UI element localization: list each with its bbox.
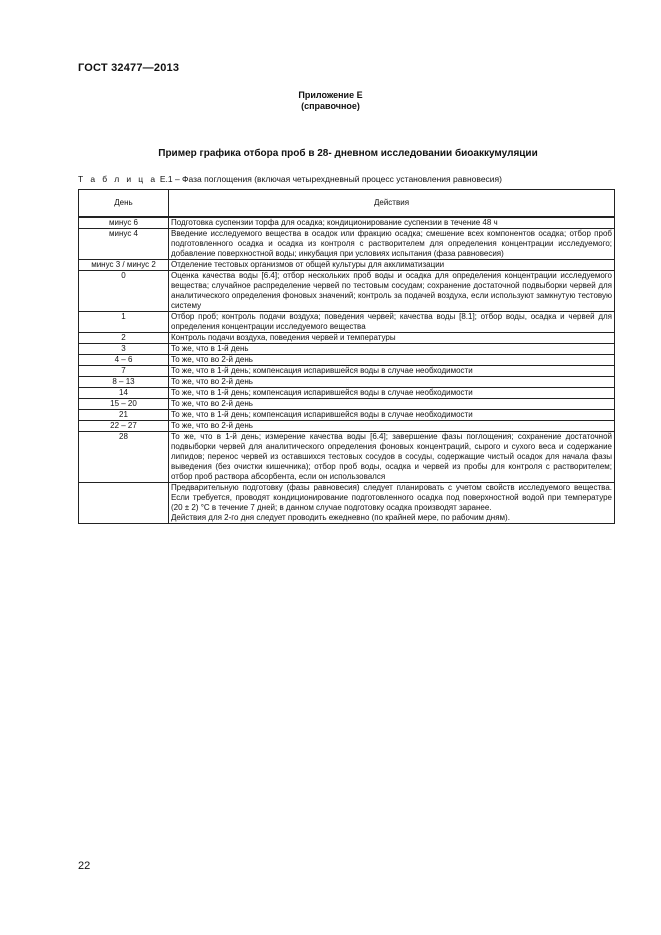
- action-cell: Отбор проб; контроль подачи воздуха; поведения червей; качества воды [8.1]; отбор воды, осадка и червей для определения концентрации исследуемого вещества: [169, 312, 615, 333]
- annex-title: Приложение Е: [298, 90, 363, 100]
- table-row: [79, 366, 615, 377]
- note-paragraph-2: Действия для 2-го дня следует проводить ежедневно (по крайней мере, по рабочим дням).: [171, 513, 510, 522]
- table-row: [79, 344, 615, 355]
- day-cell: 0: [79, 271, 169, 312]
- table-row: [79, 421, 615, 432]
- sampling-schedule-table: [78, 189, 615, 524]
- table-row: [79, 355, 615, 366]
- day-cell: 3: [79, 344, 169, 355]
- day-cell: 8 – 13: [79, 377, 169, 388]
- action-cell: То же, что в 1-й день; компенсация испарившейся воды в случае необходимости: [169, 366, 615, 377]
- day-cell: 21: [79, 410, 169, 421]
- annex-type: (справочное): [301, 101, 360, 111]
- day-cell: 28: [79, 432, 169, 483]
- day-cell: минус 4: [79, 229, 169, 260]
- action-cell: Контроль подачи воздуха, поведения червей и температуры: [169, 333, 615, 344]
- day-cell: 2: [79, 333, 169, 344]
- note-empty-cell: [79, 483, 169, 524]
- table-row: [79, 260, 615, 271]
- table-row: [79, 271, 615, 312]
- action-cell: То же, что в 1-й день; компенсация испарившейся воды в случае необходимости: [169, 388, 615, 399]
- section-title: Пример графика отбора проб в 28- дневном исследовании биоаккумуляции: [158, 148, 538, 159]
- action-cell: То же, что в 1-й день; измерение качества воды [6.4]; завершение фазы поглощения; сохранение достаточной подвыборки червей для аналитического определения фоновых концентраций, сырого и сухого веса и содержание липидов; перенос червей из оставшихся тестовых сосудов в сосуды, содержащие чистый осадок для начала фазы выведения (без очистки кишечника); отбор проб воды, осадка и червей из пробы для контроля с растворителем; отбор проб раствора абсорбента, если он использовался: [169, 432, 615, 483]
- day-cell: 7: [79, 366, 169, 377]
- table-row: [79, 312, 615, 333]
- action-cell: Введение исследуемого вещества в осадок или фракцию осадка; смешение всех компонентов осадка; отбор проб подготовленного осадка и осадка из контроля с растворителем для определения концентрации исследуемого; добавление поверхностной воды; инкубация при условиях испытания (фаза равновесия): [169, 229, 615, 260]
- day-cell: 1: [79, 312, 169, 333]
- table-row: [79, 333, 615, 344]
- table-note-row: [79, 483, 615, 524]
- table-note-cell: [169, 483, 615, 524]
- standard-designation: ГОСТ 32477—2013: [78, 62, 180, 74]
- action-cell: То же, что в 1-й день; компенсация испарившейся воды в случае необходимости: [169, 410, 615, 421]
- table-row: [79, 432, 615, 483]
- action-cell: Оценка качества воды [6.4]; отбор нескольких проб воды и осадка для определения концентрации исследуемого вещества; случайное распределение червей по тестовым сосудам; сохранение достаточной подвыборки червей для аналитического определения фоновых значений; контроль за подачей воздуха, если используют замкнутую тестовую систему: [169, 271, 615, 312]
- day-cell: 14: [79, 388, 169, 399]
- day-cell: 15 – 20: [79, 399, 169, 410]
- table-row: [79, 377, 615, 388]
- action-cell: То же, что во 2-й день: [169, 421, 615, 432]
- note-paragraph-1: Предварительную подготовку (фазы равновесия) следует планировать с учетом свойств исследуемого вещества. Если требуется, проводят кондиционирование подготовленного осадка под поверхностной водой при температуре (20 ± 2) °С в течение 7 дней; в данном случае подготовку осадка производят заранее.: [171, 483, 612, 512]
- table-body: [79, 217, 615, 524]
- day-cell: минус 6: [79, 217, 169, 229]
- action-cell: То же, что во 2-й день: [169, 355, 615, 366]
- table-caption: [78, 174, 502, 184]
- action-cell: То же, что в 1-й день: [169, 344, 615, 355]
- table-caption-number: Е.1: [159, 174, 173, 184]
- column-header-day: День: [79, 190, 169, 218]
- table-row: [79, 399, 615, 410]
- table-header-row: [79, 190, 615, 218]
- table-row: [79, 388, 615, 399]
- action-cell: Отделение тестовых организмов от общей культуры для акклиматизации: [169, 260, 615, 271]
- action-cell: То же, что во 2-й день: [169, 399, 615, 410]
- table-row: [79, 217, 615, 229]
- day-cell: минус 3 / минус 2: [79, 260, 169, 271]
- table-row: [79, 410, 615, 421]
- day-cell: 22 – 27: [79, 421, 169, 432]
- table-row: [79, 229, 615, 260]
- action-cell: Подготовка суспензии торфа для осадка; кондиционирование суспензии в течение 48 ч: [169, 217, 615, 229]
- day-cell: 4 – 6: [79, 355, 169, 366]
- table-caption-label: Т а б л и ц а: [78, 174, 158, 184]
- table-caption-text: – Фаза поглощения (включая четырехдневный процесс установления равновесия): [172, 174, 502, 184]
- page-number: 22: [78, 860, 91, 872]
- column-header-actions: Действия: [169, 190, 615, 218]
- action-cell: То же, что во 2-й день: [169, 377, 615, 388]
